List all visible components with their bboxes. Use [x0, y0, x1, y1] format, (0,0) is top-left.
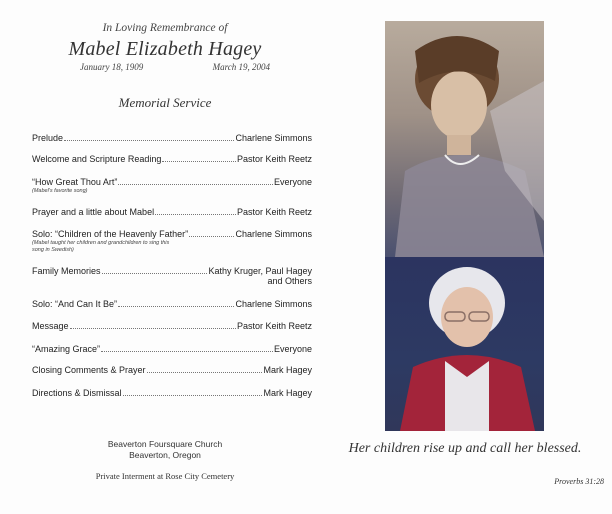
program-label: Message [32, 321, 69, 331]
program-person: Pastor Keith Reetz [236, 154, 312, 164]
leader-dots [123, 394, 263, 396]
young-portrait-illustration [385, 21, 544, 257]
program-person: Mark Hagey [263, 365, 312, 375]
leader-dots [189, 235, 234, 237]
program-label: Prayer and a little about Mabel [32, 207, 155, 217]
scripture-reference: Proverbs 31:28 [554, 477, 604, 486]
program-item-prayer [32, 207, 312, 217]
program-person-continued: and Others [267, 276, 312, 286]
program-label: Prelude [32, 133, 64, 143]
scripture-quote: Her children rise up and call her blessed. [348, 441, 582, 456]
program-label: Solo: “Children of the Heavenly Father” [32, 229, 189, 239]
program-person: Everyone [273, 177, 312, 187]
elderly-face-shape [441, 287, 493, 347]
photo-collage [385, 21, 544, 431]
leader-dots [70, 327, 236, 329]
program-item-message [32, 321, 312, 331]
church-location: Beaverton, Oregon [129, 450, 201, 460]
remembrance-heading: In Loving Remembrance of [102, 22, 228, 34]
life-dates [80, 62, 270, 72]
interment-note: Private Interment at Rose City Cemetery [95, 471, 235, 481]
program-person: Kathy Kruger, Paul Hagey [208, 266, 312, 276]
program-item-dismissal [32, 388, 312, 398]
program-item-welcome [32, 154, 312, 164]
program-item-family-memories [32, 266, 312, 286]
program-person: Everyone [273, 344, 312, 354]
program-label: Solo: “And Can It Be” [32, 299, 118, 309]
program-item-prelude [32, 133, 312, 143]
birth-date: January 18, 1909 [80, 62, 144, 72]
face-shape [431, 71, 487, 139]
leader-dots [147, 371, 263, 373]
leader-dots [118, 305, 234, 307]
leader-dots [118, 183, 273, 185]
program-note: (Mabel taught her children and grandchildren to sing this song in Swedish) [32, 240, 170, 253]
program-person: Charlene Simmons [235, 299, 312, 309]
program-person: Charlene Simmons [235, 133, 312, 143]
program-label: Directions & Dismissal [32, 388, 122, 398]
program-person: Charlene Simmons [235, 229, 312, 239]
deceased-name: Mabel Elizabeth Hagey [68, 38, 262, 60]
program-item-how-great [32, 177, 312, 195]
church-name: Beaverton Foursquare Church [107, 439, 223, 449]
program-person: Mark Hagey [263, 388, 312, 398]
program-item-solo-children [32, 229, 312, 253]
program-label: Welcome and Scripture Reading [32, 154, 162, 164]
program-item-closing [32, 365, 312, 375]
young-portrait-photo [385, 21, 544, 257]
service-title: Memorial Service [118, 95, 212, 110]
program-person: Pastor Keith Reetz [236, 207, 312, 217]
leader-dots [155, 213, 236, 215]
program-item-amazing-grace [32, 344, 312, 354]
death-date: March 19, 2004 [212, 62, 270, 72]
program-label: “How Great Thou Art” [32, 177, 118, 187]
leader-dots [162, 160, 236, 162]
program-label: Family Memories [32, 266, 101, 276]
program-person: Pastor Keith Reetz [236, 321, 312, 331]
leader-dots [102, 272, 208, 274]
leader-dots [101, 350, 273, 352]
program-note: (Mabel's favorite song) [32, 188, 88, 194]
elderly-portrait-illustration [385, 257, 544, 431]
program-label: “Amazing Grace” [32, 344, 101, 354]
program-item-solo-can-it-be [32, 299, 312, 309]
neck-shape [447, 135, 471, 155]
leader-dots [64, 139, 234, 141]
elderly-portrait-photo [385, 257, 544, 431]
program-label: Closing Comments & Prayer [32, 365, 146, 375]
